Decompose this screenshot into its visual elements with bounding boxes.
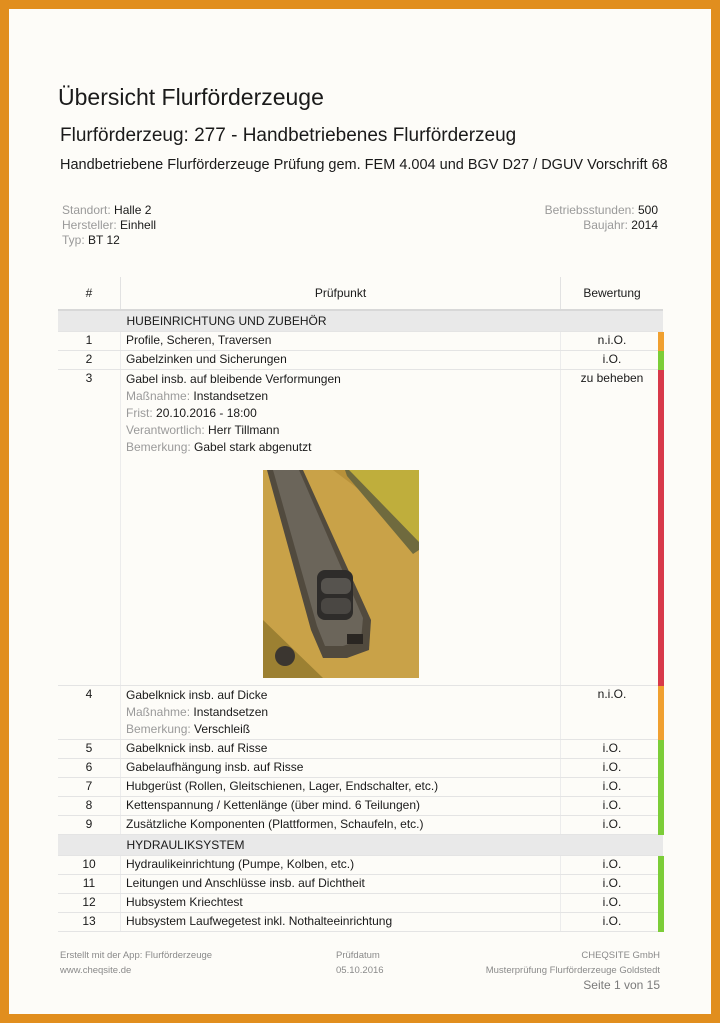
verantwortlich-value: Herr Tillmann (208, 423, 280, 437)
footer-left (60, 948, 212, 978)
table-row (58, 894, 663, 913)
massnahme-value: Instandsetzen (193, 389, 269, 403)
status-bar (658, 816, 664, 835)
standort-label: Standort: (62, 203, 111, 217)
section-row (58, 310, 663, 332)
table-row (58, 332, 663, 351)
row-rating (561, 370, 664, 686)
row-detail (121, 686, 561, 740)
status-bar (658, 894, 664, 913)
row-detail (121, 370, 561, 686)
status-bar (658, 797, 664, 816)
hersteller-value: Einhell (120, 218, 157, 232)
table-row (58, 778, 663, 797)
status-bar (658, 759, 664, 778)
footer-website-link[interactable]: www.cheqsite.de (60, 965, 132, 976)
baujahr-label: Baujahr: (583, 218, 628, 232)
section-title: HYDRAULIKSYSTEM (121, 835, 664, 856)
header-number: # (58, 277, 121, 310)
rating-text: n.i.O. (597, 687, 627, 701)
row-rating (561, 875, 664, 894)
table-row (58, 856, 663, 875)
rating-text: i.O. (602, 857, 622, 871)
meta-left (62, 203, 156, 248)
footer-date: 05.10.2016 (336, 965, 384, 976)
betriebsstunden-value: 500 (637, 203, 658, 217)
rating-text: n.i.O. (597, 333, 627, 347)
massnahme-label: Maßnahme: (126, 705, 191, 719)
footer-center (336, 948, 384, 978)
hersteller-label: Hersteller: (62, 218, 117, 232)
status-bar (658, 351, 664, 370)
status-bar (658, 686, 664, 740)
row-text: Profile, Scheren, Traversen (121, 332, 561, 351)
row-rating (561, 740, 664, 759)
row-text: Hubgerüst (Rollen, Gleitschienen, Lager, Endschalter, etc.) (121, 778, 561, 797)
typ-label: Typ: (62, 233, 85, 247)
inspection-table (58, 277, 663, 932)
table-header-row (58, 277, 663, 310)
bemerkung-label: Bemerkung: (126, 440, 191, 454)
table-row (58, 797, 663, 816)
row-number: 3 (58, 370, 121, 686)
table-row (58, 913, 663, 932)
damage-photo[interactable] (263, 470, 419, 678)
rating-text: i.O. (602, 895, 622, 909)
bemerkung-value: Gabel stark abgenutzt (194, 440, 312, 454)
frist-label: Frist: (126, 406, 153, 420)
massnahme-label: Maßnahme: (126, 389, 191, 403)
header-pruefpunkt: Prüfpunkt (121, 277, 561, 310)
rating-text: i.O. (602, 352, 622, 366)
footer-created: Erstellt mit der App: Flurförderzeuge (60, 950, 213, 961)
row-number: 2 (58, 351, 121, 370)
fork-photo-image (263, 470, 419, 678)
page-title: Übersicht Flurförderzeuge (58, 84, 324, 110)
row-number: 4 (58, 686, 121, 740)
table-row (58, 759, 663, 778)
bemerkung-value: Verschleiß (194, 722, 251, 736)
status-bar (658, 370, 664, 686)
row-text: Gabelaufhängung insb. auf Risse (121, 759, 561, 778)
row-text: Hubsystem Kriechtest (121, 894, 561, 913)
row-text: Leitungen und Anschlüsse insb. auf Dichtheit (121, 875, 561, 894)
table-row (58, 816, 663, 835)
table-row (58, 875, 663, 894)
rating-text: i.O. (602, 779, 622, 793)
standort-value: Halle 2 (114, 203, 152, 217)
vehicle-subtitle: Flurförderzeug: 277 - Handbetriebenes Flurförderzeug (60, 125, 517, 146)
row-text: Gabel insb. auf bleibende Verformungen (126, 372, 341, 386)
header-bewertung: Bewertung (561, 277, 664, 310)
massnahme-value: Instandsetzen (193, 705, 269, 719)
row-rating (561, 856, 664, 875)
status-bar (658, 740, 664, 759)
rating-text: i.O. (602, 798, 622, 812)
row-number: 7 (58, 778, 121, 797)
row-rating (561, 797, 664, 816)
table-row (58, 370, 663, 686)
rating-text: i.O. (602, 876, 622, 890)
row-text: Zusätzliche Komponenten (Plattformen, Schaufeln, etc.) (121, 816, 561, 835)
bemerkung-label: Bemerkung: (126, 722, 191, 736)
table-row (58, 740, 663, 759)
row-number: 10 (58, 856, 121, 875)
row-number: 13 (58, 913, 121, 932)
row-rating (561, 816, 664, 835)
table-row (58, 351, 663, 370)
row-rating (561, 759, 664, 778)
row-rating (561, 778, 664, 797)
row-number: 6 (58, 759, 121, 778)
status-bar (658, 778, 664, 797)
rating-text: zu beheben (580, 371, 644, 385)
row-number: 5 (58, 740, 121, 759)
status-bar (658, 913, 664, 932)
section-title: HUBEINRICHTUNG UND ZUBEHÖR (121, 310, 664, 332)
row-text: Gabelknick insb. auf Risse (121, 740, 561, 759)
rating-text: i.O. (602, 817, 622, 831)
table-row (58, 686, 663, 740)
footer-company: CHEQSITE GmbH (581, 950, 660, 961)
frist-value: 20.10.2016 - 18:00 (156, 406, 257, 420)
row-number: 11 (58, 875, 121, 894)
page-number: Seite 1 von 15 (583, 978, 660, 992)
status-bar (658, 875, 664, 894)
row-rating (561, 894, 664, 913)
row-text: Gabelzinken und Sicherungen (121, 351, 561, 370)
inspection-description: Handbetriebene Flurförderzeuge Prüfung gem. FEM 4.004 und BGV D27 / DGUV Vorschrift 68 (60, 157, 668, 173)
footer-report-name: Musterprüfung Flurförderzeuge Goldstedt (485, 965, 660, 976)
row-rating (561, 686, 664, 740)
row-text: Hydraulikeinrichtung (Pumpe, Kolben, etc.) (121, 856, 561, 875)
status-bar (658, 856, 664, 875)
meta-right (545, 203, 658, 233)
rating-text: i.O. (602, 741, 622, 755)
betriebsstunden-label: Betriebsstunden: (544, 203, 635, 217)
row-number: 9 (58, 816, 121, 835)
row-number: 12 (58, 894, 121, 913)
baujahr-value: 2014 (631, 218, 658, 232)
status-bar (658, 332, 664, 351)
footer-date-label: Prüfdatum (336, 950, 380, 961)
row-rating (561, 913, 664, 932)
verantwortlich-label: Verantwortlich: (126, 423, 205, 437)
footer-right (486, 948, 660, 978)
section-row (58, 835, 663, 856)
row-text: Gabelknick insb. auf Dicke (126, 688, 268, 702)
row-number: 1 (58, 332, 121, 351)
rating-text: i.O. (602, 760, 622, 774)
row-text: Hubsystem Laufwegetest inkl. Nothalteeinrichtung (121, 913, 561, 932)
row-rating (561, 351, 664, 370)
row-number: 8 (58, 797, 121, 816)
typ-value: BT 12 (88, 233, 120, 247)
row-text: Kettenspannung / Kettenlänge (über mind. 6 Teilungen) (121, 797, 561, 816)
row-rating (561, 332, 664, 351)
rating-text: i.O. (602, 914, 622, 928)
